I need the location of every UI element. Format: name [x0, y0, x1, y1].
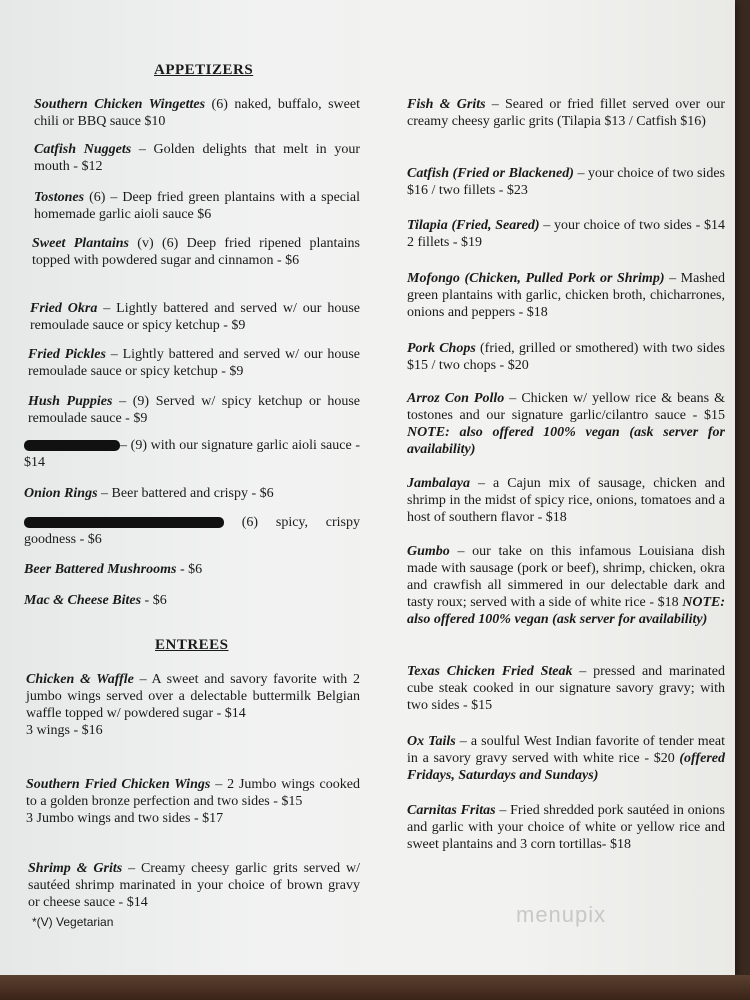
table-surface	[0, 975, 750, 1000]
watermark: menupix	[516, 902, 607, 927]
footnote: *(V) Vegetarian	[32, 915, 114, 929]
menu-item: Carnitas Fritas – Fried shredded pork sautéed in onions and garlic with your choice of white or yellow rice and sweet plantains and 3 corn tortillas- $18	[407, 803, 725, 852]
redaction-bar	[24, 517, 224, 528]
redaction-bar	[24, 440, 120, 451]
menu-item: Shrimp & Grits – Creamy cheesy garlic grits served w/ sautéed shrimp marinated in your choice of brown gravy or cheese sauce - $14	[28, 861, 360, 910]
menu-item: Jambalaya – a Cajun mix of sausage, chicken and shrimp in the midst of spicy rice, onions, tomatoes and a host of southern flavor - $18	[407, 476, 725, 525]
menu-item: – (9) with our signature garlic aioli sauce - $14	[24, 438, 360, 470]
menu-item: Southern Fried Chicken Wings – 2 Jumbo wings cooked to a golden bronze perfection and two sides - $15 3 Jumbo wings and two sides - $17	[26, 777, 360, 826]
menu-item: Tostones (6) – Deep fried green plantains with a special homemade garlic aioli sauce $6	[34, 190, 360, 222]
menu-item: Fish & Grits – Seared or fried fillet served over our creamy cheesy garlic grits (Tilapia $13 / Catfish $16)	[407, 97, 725, 129]
appetizers-heading: APPETIZERS	[154, 62, 254, 78]
menu-item: (6) spicy, crispy goodness - $6	[24, 515, 360, 547]
menu-item: Southern Chicken Wingettes (6) naked, buffalo, sweet chili or BBQ sauce $10	[34, 97, 360, 129]
menu-item: Fried Okra – Lightly battered and served w/ our house remoulade sauce or spicy ketchup - $9	[30, 301, 360, 333]
entrees-heading: ENTREES	[155, 637, 229, 653]
menu-item: Catfish (Fried or Blackened) – your choice of two sides $16 / two fillets - $23	[407, 166, 725, 198]
menu-item: Arroz Con Pollo – Chicken w/ yellow rice & beans & tostones and our signature garlic/cilantro sauce - $15 NOTE: also offered 100% vegan (ask server for availability)	[407, 391, 725, 457]
menu-item: Chicken & Waffle – A sweet and savory favorite with 2 jumbo wings served over a delectable buttermilk Belgian waffle topped w/ powdered sugar - $14 3 wings - $16	[26, 672, 361, 738]
menu-item: Onion Rings – Beer battered and crispy - $6	[24, 486, 274, 501]
menu-item: Mac & Cheese Bites - $6	[24, 593, 167, 608]
menu-item: Texas Chicken Fried Steak – pressed and marinated cube steak cooked in our signature savory gravy; with two sides - $15	[407, 664, 725, 713]
menu-item: Fried Pickles – Lightly battered and served w/ our house remoulade sauce or spicy ketchup - $9	[28, 347, 360, 379]
menu-item: Sweet Plantains (v) (6) Deep fried ripened plantains topped with powdered sugar and cinnamon - $6	[32, 236, 361, 268]
menu-item: Gumbo – our take on this infamous Louisiana dish made with sausage (pork or beef), shrimp, chicken, okra and crawfish all simmered in our delectable dark and tasty roux; served with a side of white rice - $18 NOTE: also offered 100% vegan (ask server for availability)	[407, 544, 725, 627]
menu-item: Hush Puppies – (9) Served w/ spicy ketchup or house remoulade sauce - $9	[28, 394, 360, 426]
menu-item: Beer Battered Mushrooms - $6	[24, 562, 203, 577]
menu-item: Ox Tails – a soulful West Indian favorite of tender meat in a savory gravy served with white rice - $20 (offered Fridays, Saturdays and Sundays)	[407, 734, 726, 783]
menu-item: Catfish Nuggets – Golden delights that melt in your mouth - $12	[34, 142, 360, 174]
menu-item: Mofongo (Chicken, Pulled Pork or Shrimp) – Mashed green plantains with garlic, chicken broth, chicharrones, onions and peppers - $18	[407, 271, 726, 320]
menu-item: Pork Chops (fried, grilled or smothered) with two sides $15 / two chops - $20	[407, 341, 725, 373]
menu-item: Tilapia (Fried, Seared) – your choice of two sides - $14 2 fillets - $19	[407, 218, 725, 250]
